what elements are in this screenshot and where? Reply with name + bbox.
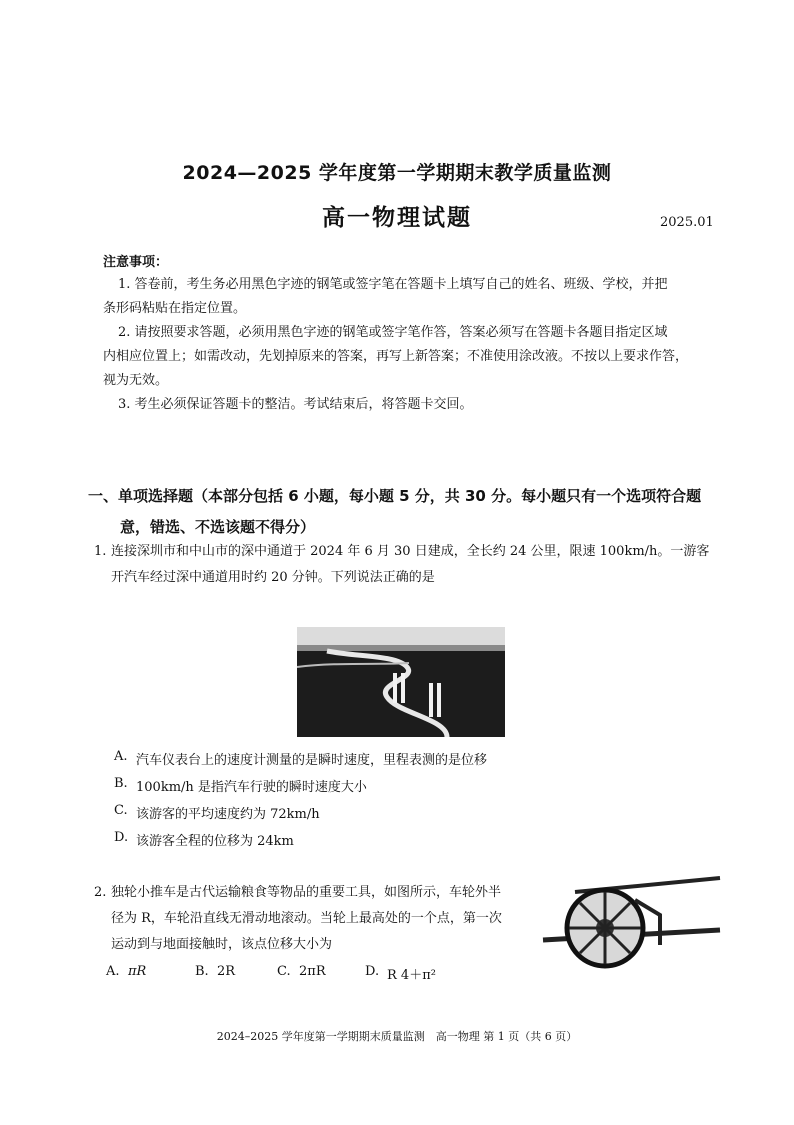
notice-heading: 注意事项： <box>103 255 169 270</box>
section-one-heading-line-1: 一、单项选择题（本部分包括 6 小题，每小题 5 分，共 30 分。每小题只有一个选项符合题 <box>88 487 702 505</box>
question-2-line-3: 运动到与地面接触时，该点位移大小为 <box>111 937 333 952</box>
exam-date: 2025.01 <box>660 215 714 230</box>
bridge-photo <box>297 627 505 737</box>
question-2-number: 2. <box>94 885 107 900</box>
q2-option-c-text: 2πR <box>299 964 326 979</box>
notice-3-line-1: 3. 考生必须保证答题卡的整洁。考试结束后，将答题卡交回。 <box>118 397 473 412</box>
q2-option-d-text: R 4＋π² <box>387 968 436 983</box>
question-2-line-2: 径为 R，车轮沿直线无滑动地滚动。当轮上最高处的一个点，第一次 <box>111 911 502 926</box>
question-1-line-2: 开汽车经过深中通道用时约 20 分钟。下列说法正确的是 <box>111 570 435 585</box>
exam-title: 2024—2025 学年度第一学期期末教学质量监测 <box>182 162 612 184</box>
question-1-number: 1. <box>94 544 107 559</box>
q1-option-a-letter: A. <box>114 749 128 764</box>
question-2-line-1: 独轮小推车是古代运输粮食等物品的重要工具，如图所示，车轮外半 <box>111 885 502 900</box>
wheelbarrow-photo <box>535 870 725 980</box>
q2-option-d-letter: D. <box>365 964 380 979</box>
q2-option-a-letter: A. <box>106 964 120 979</box>
q2-option-a-text: πR <box>128 964 147 979</box>
section-one-heading-line-2: 意，错选、不选该题不得分） <box>120 518 316 536</box>
q1-option-b-letter: B. <box>114 776 128 791</box>
notice-1-line-2: 条形码粘贴在指定位置。 <box>103 301 247 316</box>
q2-option-b-letter: B. <box>195 964 209 979</box>
page-footer: 2024–2025 学年度第一学期期末质量监测 高一物理 第 1 页（共 6 页） <box>216 1030 578 1043</box>
question-1-line-1: 连接深圳市和中山市的深中通道于 2024 年 6 月 30 日建成，全长约 24 公里，限速 100km/h。一游客 <box>111 544 710 559</box>
notice-1-line-1: 1. 答卷前，考生务必用黑色字迹的钢笔或签字笔在答题卡上填写自己的姓名、班级、学校，并把 <box>118 277 668 292</box>
notice-2-line-1: 2. 请按照要求答题，必须用黑色字迹的钢笔或签字笔作答，答案必须写在答题卡各题目指定区域 <box>118 325 668 340</box>
q1-option-c-text: 该游客的平均速度约为 72km/h <box>136 807 320 822</box>
notice-2-line-3: 视为无效。 <box>103 373 169 388</box>
section-one-heading <box>88 481 728 543</box>
q2-option-b-text: 2R <box>217 964 236 979</box>
exam-subtitle: 高一物理试题 <box>322 205 472 231</box>
q1-option-c-letter: C. <box>114 803 128 818</box>
notice-2-line-2: 内相应位置上；如需改动，先划掉原来的答案，再写上新答案；不准使用涂改液。不按以上要求作答， <box>103 349 689 364</box>
q2-option-c-letter: C. <box>277 964 291 979</box>
q1-option-a-text: 汽车仪表台上的速度计测量的是瞬时速度，里程表测的是位移 <box>136 753 488 768</box>
q1-option-d-text: 该游客全程的位移为 24km <box>136 834 294 849</box>
q1-option-b-text: 100km/h 是指汽车行驶的瞬时速度大小 <box>136 780 367 795</box>
q1-option-d-letter: D. <box>114 830 129 845</box>
